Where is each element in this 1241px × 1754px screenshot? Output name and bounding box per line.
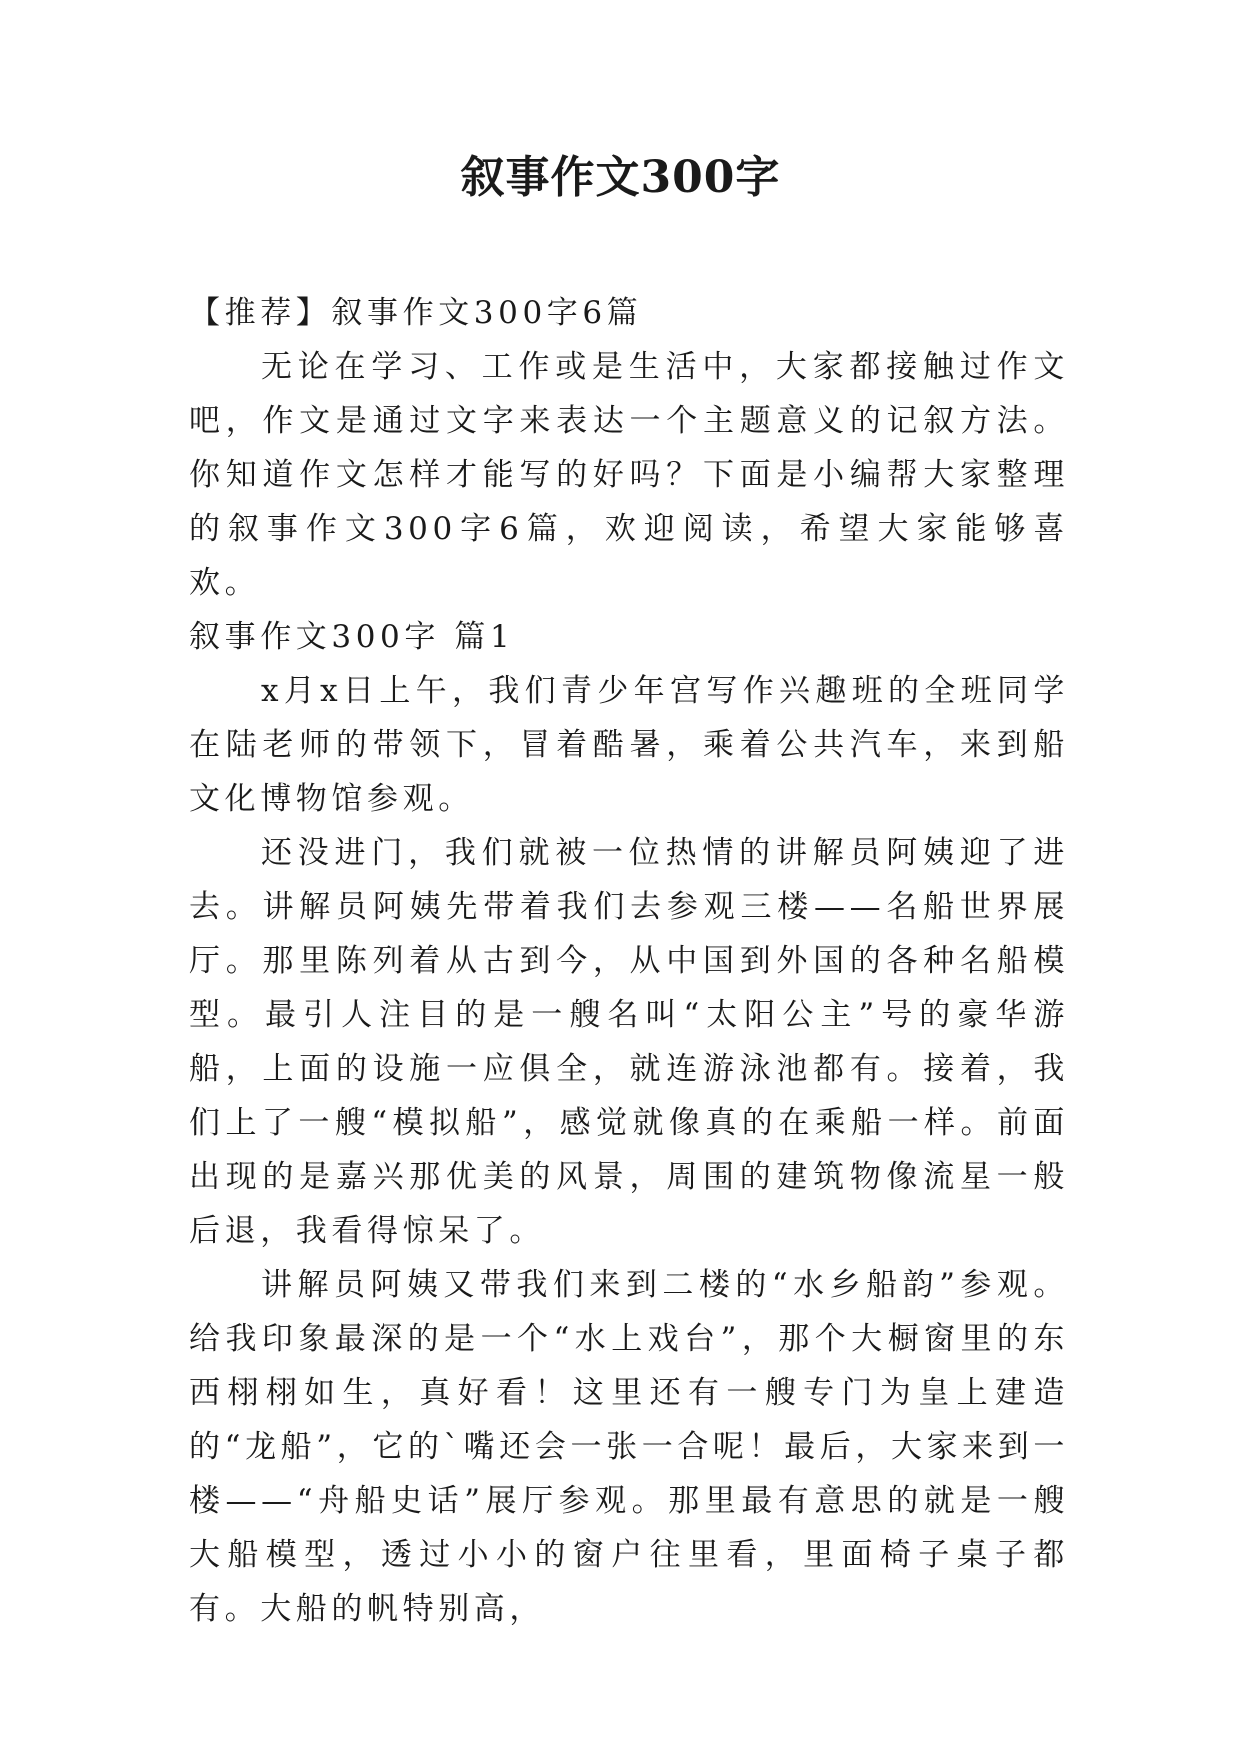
body-paragraph-1: x月x日上午，我们青少年宫写作兴趣班的全班同学在陆老师的带领下，冒着酷暑，乘着公共汽车，来到船文化博物馆参观。 — [189, 673, 1069, 817]
document-title: 叙事作文300字 — [460, 152, 781, 203]
document-body — [189, 286, 1069, 1636]
intro-paragraph: 无论在学习、工作或是生活中，大家都接触过作文吧，作文是通过文字来表达一个主题意义的记叙方法。你知道作文怎样才能写的好吗？下面是小编帮大家整理的叙事作文300字6篇，欢迎阅读，希望大家能够喜欢。 — [189, 349, 1069, 601]
body-paragraph-3: 讲解员阿姨又带我们来到二楼的“水乡船韵”参观。给我印象最深的是一个“水上戏台”，那个大橱窗里的东西栩栩如生，真好看！这里还有一艘专门为皇上建造的“龙船”，它的`嘴还会一张一合呢！最后，大家来到一楼——“舟船史话”展厅参观。那里最有意思的就是一艘大船模型，透过小小的窗户往里看，里面椅子桌子都有。大船的帆特别高， — [189, 1267, 1069, 1627]
intro-heading: 【推荐】叙事作文300字6篇 — [189, 295, 643, 331]
section-heading: 叙事作文300字 篇1 — [189, 619, 515, 655]
body-paragraph-2: 还没进门，我们就被一位热情的讲解员阿姨迎了进去。讲解员阿姨先带着我们去参观三楼——名船世界展厅。那里陈列着从古到今，从中国到外国的各种名船模型。最引人注目的是一艘名叫“太阳公主”号的豪华游船，上面的设施一应俱全，就连游泳池都有。接着，我们上了一艘“模拟船”，感觉就像真的在乘船一样。前面出现的是嘉兴那优美的风景，周围的建筑物像流星一般后退，我看得惊呆了。 — [189, 835, 1069, 1249]
